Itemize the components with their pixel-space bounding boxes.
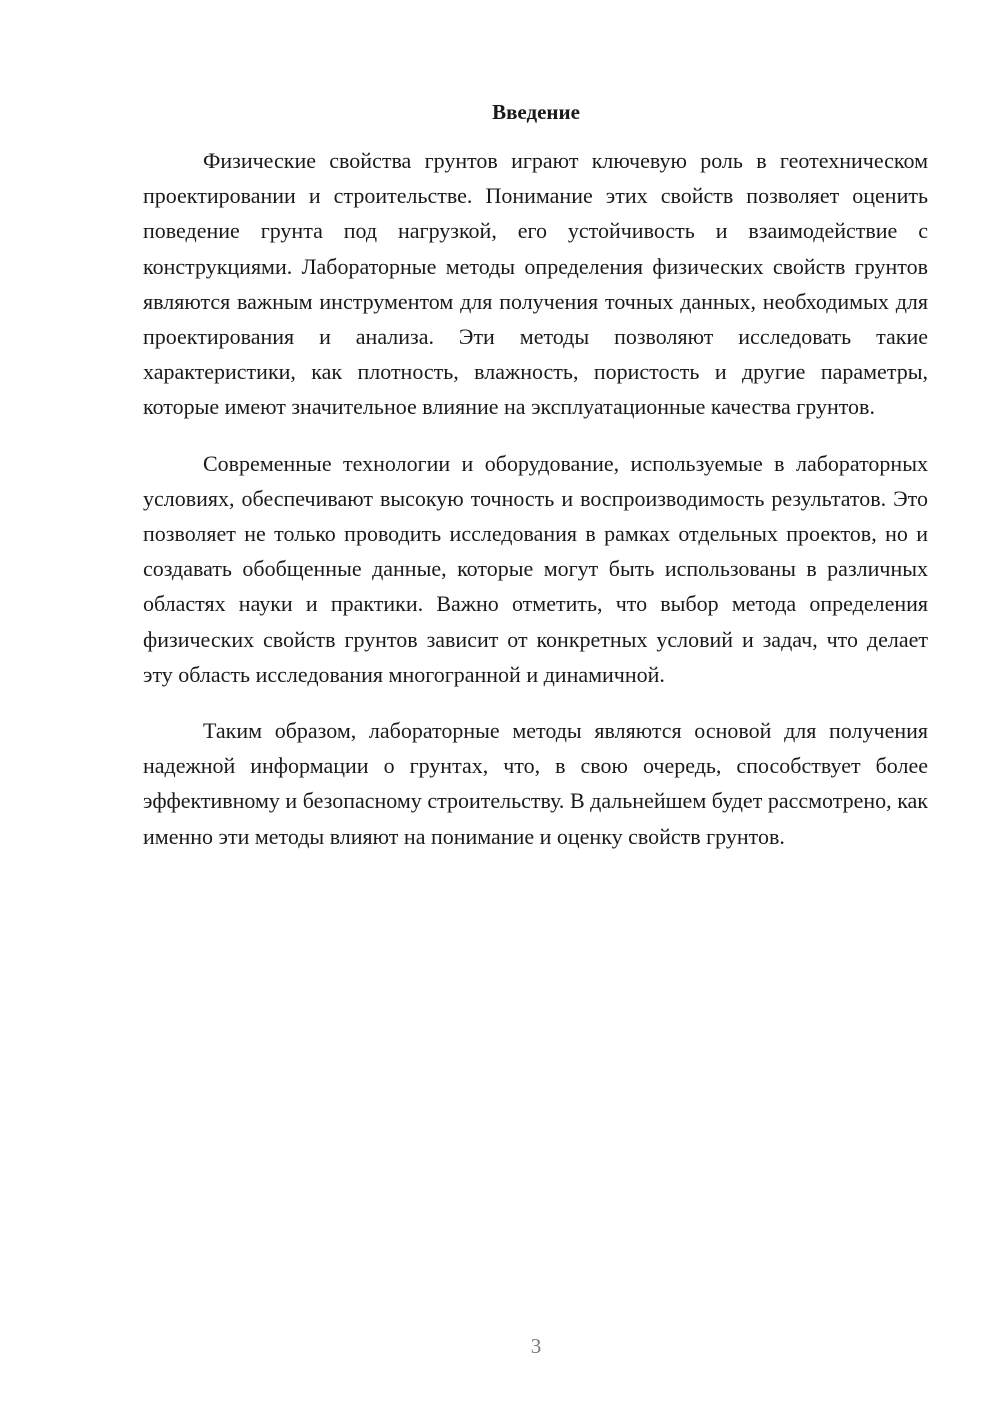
paragraph-3: Таким образом, лабораторные методы являются основой для получения надежной информации о грунтах, что, в свою очередь, способствует более эффективному и безопасному строительству. В дальнейшем будет рассмотрено, как именно эти методы влияют на понимание и оценку свойств грунтов.: [143, 718, 928, 849]
body-text: [143, 143, 928, 875]
paragraph-2: Современные технологии и оборудование, используемые в лабораторных условиях, обеспечивают высокую точность и воспроизводимость результатов. Это позволяет не только проводить исследования в рамках отдельных проектов, но и создавать обобщенные данные, которые могут быть использованы в различных областях науки и практики. Важно отметить, что выбор метода определения физических свойств грунтов зависит от конкретных условий и задач, что делает эту область исследования многогранной и динамичной.: [143, 450, 928, 687]
section-heading: Введение: [492, 100, 580, 124]
page-number: 3: [530, 1334, 542, 1358]
paragraph-1: Физические свойства грунтов играют ключевую роль в геотехническом проектировании и строительстве. Понимание этих свойств позволяет оценить поведение грунта под нагрузкой, его устойчивость и взаимодействие с конструкциями. Лабораторные методы определения физических свойств грунтов являются важным инструментом для получения точных данных, необходимых для проектирования и анализа. Эти методы позволяют исследовать такие характеристики, как плотность, влажность, пористость и другие параметры, которые имеют значительное влияние на эксплуатационные качества грунтов.: [143, 148, 928, 420]
